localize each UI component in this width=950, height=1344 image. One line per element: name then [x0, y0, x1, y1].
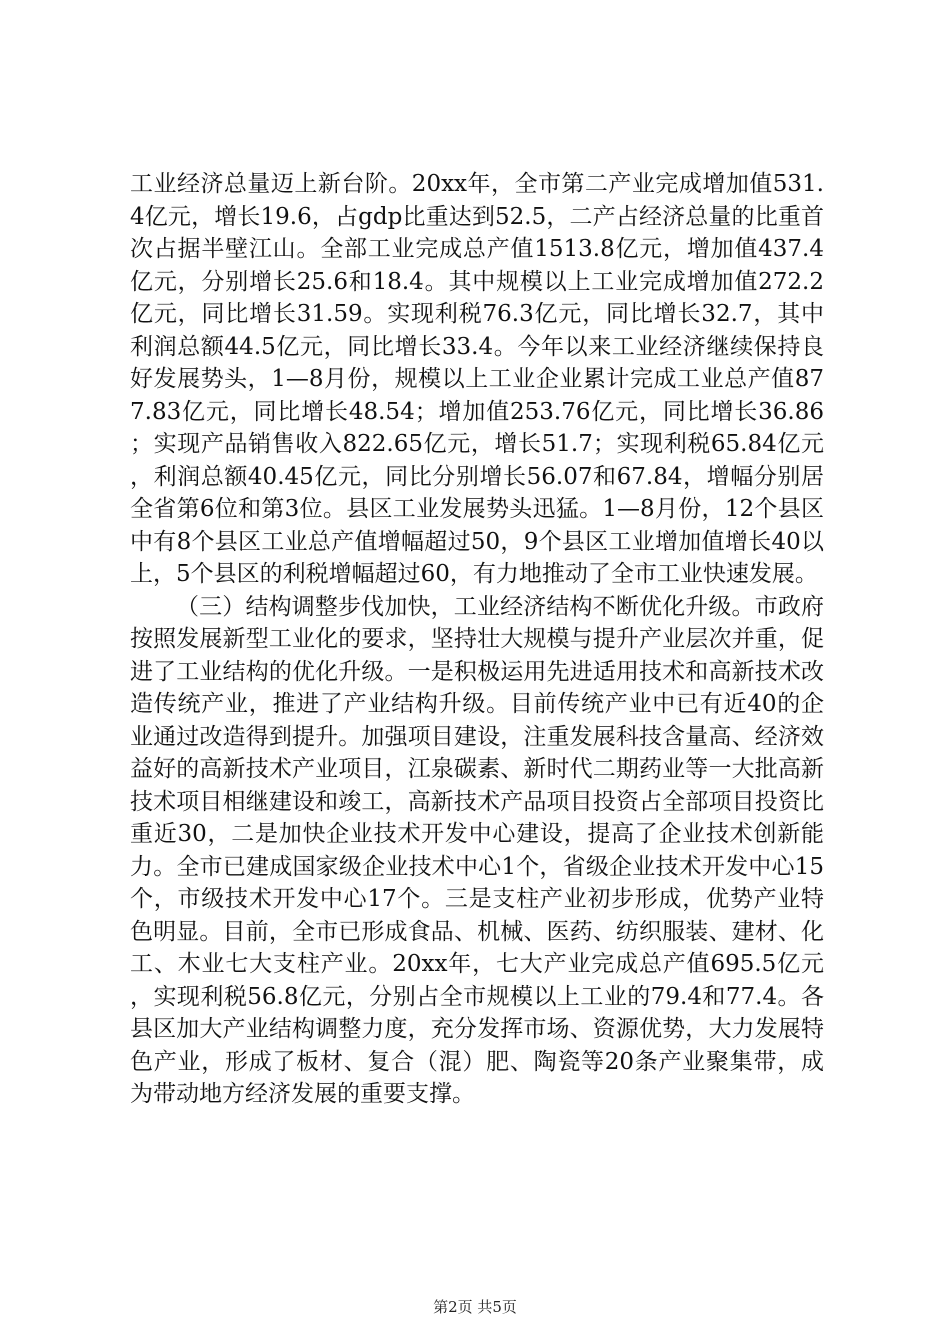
page-number-footer: 第2页 共5页 — [433, 1298, 517, 1316]
paragraph-industrial-output: 工业经济总量迈上新台阶。20xx年，全市第二产业完成增加值531.4亿元，增长19.6，占gdp比重达到52.5，二产占经济总量的比重首次占据半壁江山。全部工业完成总产值1513.8亿元，增加值437.4亿元，分别增长25.6和18.4。其中规模以上工业完成增加值272.2亿元，同比增长31.59。实现利税76.3亿元，同比增长32.7，其中利润总额44.5亿元，同比增长33.4。今年以来工业经济继续保持良好发展势头，1—8月份，规模以上工业企业累计完成工业总产值877.83亿元，同比增长48.54；增加值253.76亿元，同比增长36.86；实现产品销售收入822.65亿元，增长51.7；实现利税65.84亿元，利润总额40.45亿元，同比分别增长56.07和67.84，增幅分别居全省第6位和第3位。县区工业发展势头迅猛。1—8月份，12个县区中有8个县区工业总产值增幅超过50，9个县区工业增加值增长40以上，5个县区的利税增幅超过60，有力地推动了全市工业快速发展。 — [130, 171, 824, 587]
document-body — [130, 168, 824, 1111]
paragraph-structural-adjustment: （三）结构调整步伐加快，工业经济结构不断优化升级。市政府按照发展新型工业化的要求，坚持壮大规模与提升产业层次并重，促进了工业结构的优化升级。一是积极运用先进适用技术和高新技术改造传统产业，推进了产业结构升级。目前传统产业中已有近40的企业通过改造得到提升。加强项目建设，注重发展科技含量高、经济效益好的高新技术产业项目，江泉碳素、新时代二期药业等一大批高新技术项目相继建设和竣工，高新技术产品项目投资占全部项目投资比重近30，二是加快企业技术开发中心建设，提高了企业技术创新能力。全市已建成国家级企业技术中心1个，省级企业技术开发中心15个，市级技术开发中心17个。三是支柱产业初步形成，优势产业特色明显。目前，全市已形成食品、机械、医药、纺织服装、建材、化工、木业七大支柱产业。20xx年，七大产业完成总产值695.5亿元，实现利税56.8亿元，分别占全市规模以上工业的79.4和77.4。各县区加大产业结构调整力度，充分发挥市场、资源优势，大力发展特色产业，形成了板材、复合（混）肥、陶瓷等20条产业聚集带，成为带动地方经济发展的重要支撑。 — [130, 593, 824, 1107]
